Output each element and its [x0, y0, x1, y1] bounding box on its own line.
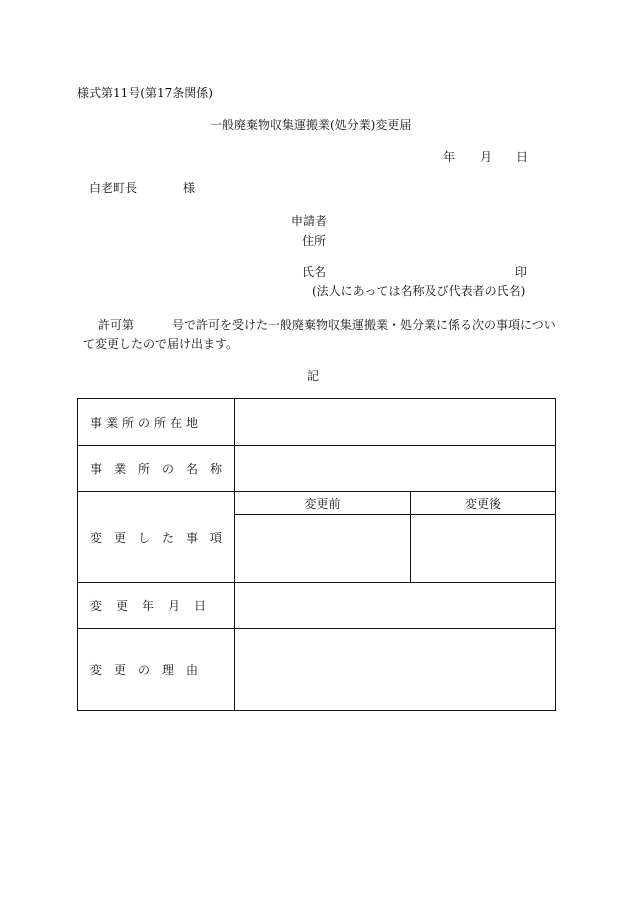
- seal-mark: 印: [515, 265, 528, 279]
- date-day: 日: [516, 150, 529, 164]
- table-row: [78, 583, 556, 629]
- office-location-label: 事業所の所在地: [78, 399, 235, 446]
- change-date-label: 変更年月日: [78, 583, 235, 629]
- date-year: 年: [443, 150, 456, 164]
- address-label: 住所: [302, 234, 327, 248]
- applicant-label: 申請者: [291, 214, 328, 228]
- table-row: [78, 629, 556, 711]
- honorific: 様: [183, 181, 196, 195]
- permit-prefix: 許可第: [98, 318, 135, 332]
- body-line-1-rest: 号で許可を受けた一般廃棄物収集運搬業・処分業に係る次の事項につい: [172, 318, 556, 332]
- name-label: 氏名: [302, 265, 327, 279]
- ki-heading: 記: [307, 369, 320, 383]
- form-number: 様式第11号(第17条関係): [77, 86, 213, 100]
- addressee: 白老町長: [89, 181, 138, 195]
- change-reason-label: 変更の理由: [78, 629, 235, 711]
- table-row: [78, 446, 556, 492]
- change-date-field[interactable]: [235, 583, 556, 629]
- office-location-field[interactable]: [235, 399, 556, 446]
- change-reason-field[interactable]: [235, 629, 556, 711]
- office-name-label: 事業所の名称: [78, 446, 235, 492]
- table-row: [78, 492, 556, 515]
- before-header: 変更前: [235, 492, 411, 515]
- body-line-2: て変更したので届け出ます。: [83, 337, 239, 351]
- office-name-field[interactable]: [235, 446, 556, 492]
- corporate-note: (法人にあっては名称及び代表者の氏名): [312, 284, 526, 298]
- date-month: 月: [480, 150, 493, 164]
- after-header: 変更後: [411, 492, 556, 515]
- after-field[interactable]: [411, 515, 556, 583]
- table-row: [78, 399, 556, 446]
- document-title: 一般廃棄物収集運搬業(処分業)変更届: [210, 118, 412, 132]
- body-line-1: [98, 318, 556, 332]
- changed-items-label: 変更した事項: [78, 492, 235, 583]
- before-field[interactable]: [235, 515, 411, 583]
- change-form-table: [77, 398, 556, 711]
